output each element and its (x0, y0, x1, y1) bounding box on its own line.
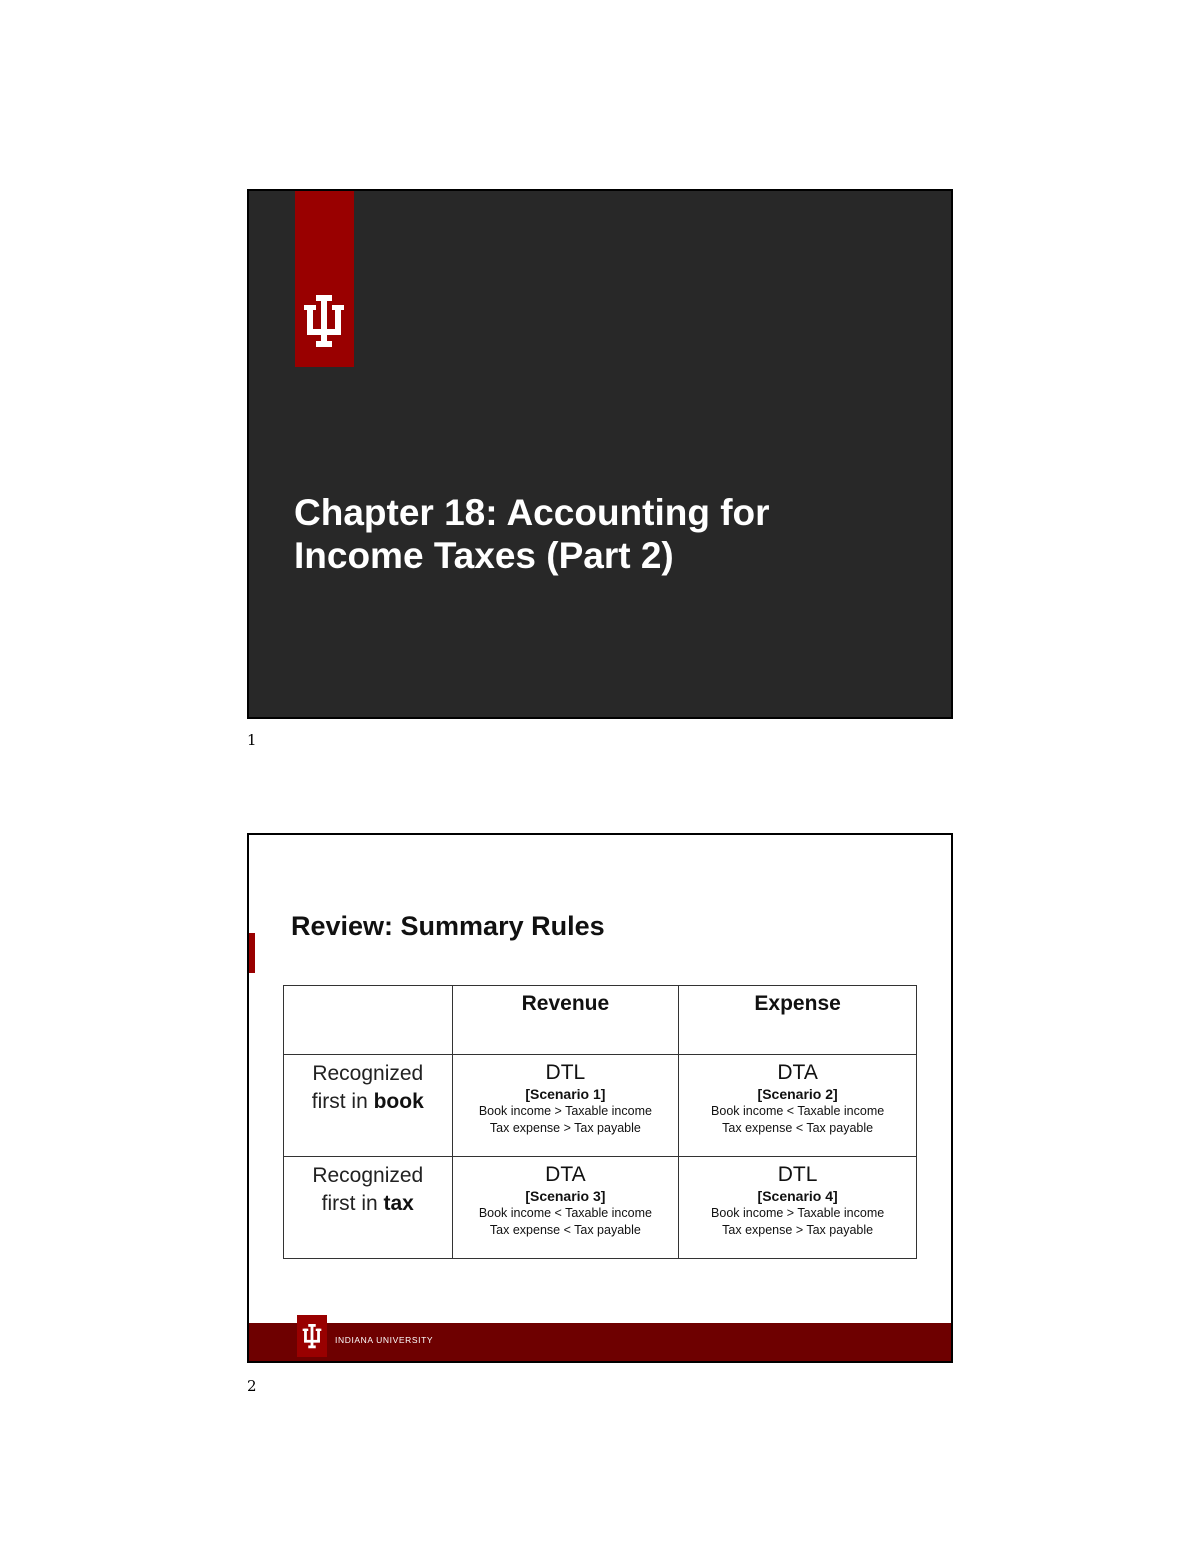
cell-scenario-label: [Scenario 4] (757, 1188, 838, 1204)
cell-detail-line: Tax expense < Tax payable (489, 1223, 641, 1237)
iu-trident-icon (301, 1324, 323, 1352)
table-header-row (284, 986, 917, 1055)
column-header-expense (679, 986, 917, 1055)
table-corner-cell (284, 986, 453, 1055)
summary-rules-table (283, 985, 917, 1259)
page-number-1: 1 (247, 731, 257, 749)
row-header-prefix: Recognized (312, 1062, 424, 1085)
slide-title-line-2: Income Taxes (Part 2) (294, 535, 674, 576)
cell-detail-line: Book income < Taxable income (711, 1104, 885, 1118)
cell-detail-line: Tax expense < Tax payable (722, 1121, 874, 1135)
slide-title-line-1: Chapter 18: Accounting for (294, 492, 770, 533)
footer-logo (297, 1315, 327, 1357)
row-header-label (284, 1162, 452, 1218)
table-cell (679, 1055, 917, 1157)
table-row (284, 1055, 917, 1157)
table-cell (452, 1055, 679, 1157)
column-header-label: Expense (754, 992, 841, 1015)
table-cell (679, 1157, 917, 1259)
row-header-label (284, 1060, 452, 1116)
table-cell (452, 1157, 679, 1259)
cell-detail-line: Book income > Taxable income (711, 1206, 885, 1220)
iu-banner (295, 191, 354, 367)
slide-title (294, 491, 914, 577)
slide-heading: Review: Summary Rules (291, 911, 605, 941)
cell-scenario-label: [Scenario 2] (757, 1086, 838, 1102)
cell-detail-line: Book income < Taxable income (478, 1206, 652, 1220)
row-header-mid: first in (311, 1090, 374, 1113)
row-header-tax (284, 1157, 453, 1259)
row-header-mid: first in (321, 1192, 384, 1215)
column-header-label: Revenue (521, 992, 610, 1015)
cell-main-label: DTA (777, 1061, 818, 1084)
cell-detail-line: Tax expense > Tax payable (489, 1121, 641, 1135)
row-header-bold: book (373, 1090, 424, 1113)
row-header-book (284, 1055, 453, 1157)
cell-main-label: DTL (545, 1061, 586, 1084)
cell-main-label: DTL (777, 1163, 818, 1186)
row-header-prefix: Recognized (312, 1164, 424, 1187)
cell-detail-line: Book income > Taxable income (478, 1104, 652, 1118)
cell-scenario-label: [Scenario 1] (525, 1086, 606, 1102)
row-header-bold: tax (383, 1192, 414, 1215)
cell-detail-line: Tax expense > Tax payable (722, 1223, 874, 1237)
iu-trident-icon (304, 295, 344, 355)
left-accent-bar (249, 933, 255, 973)
title-slide (247, 189, 953, 719)
table-row (284, 1157, 917, 1259)
cell-main-label: DTA (545, 1163, 586, 1186)
summary-rules-slide (247, 833, 953, 1363)
footer-university-name: INDIANA UNIVERSITY (335, 1335, 434, 1345)
column-header-revenue (452, 986, 679, 1055)
cell-scenario-label: [Scenario 3] (525, 1188, 606, 1204)
page-number-2: 2 (247, 1377, 257, 1395)
